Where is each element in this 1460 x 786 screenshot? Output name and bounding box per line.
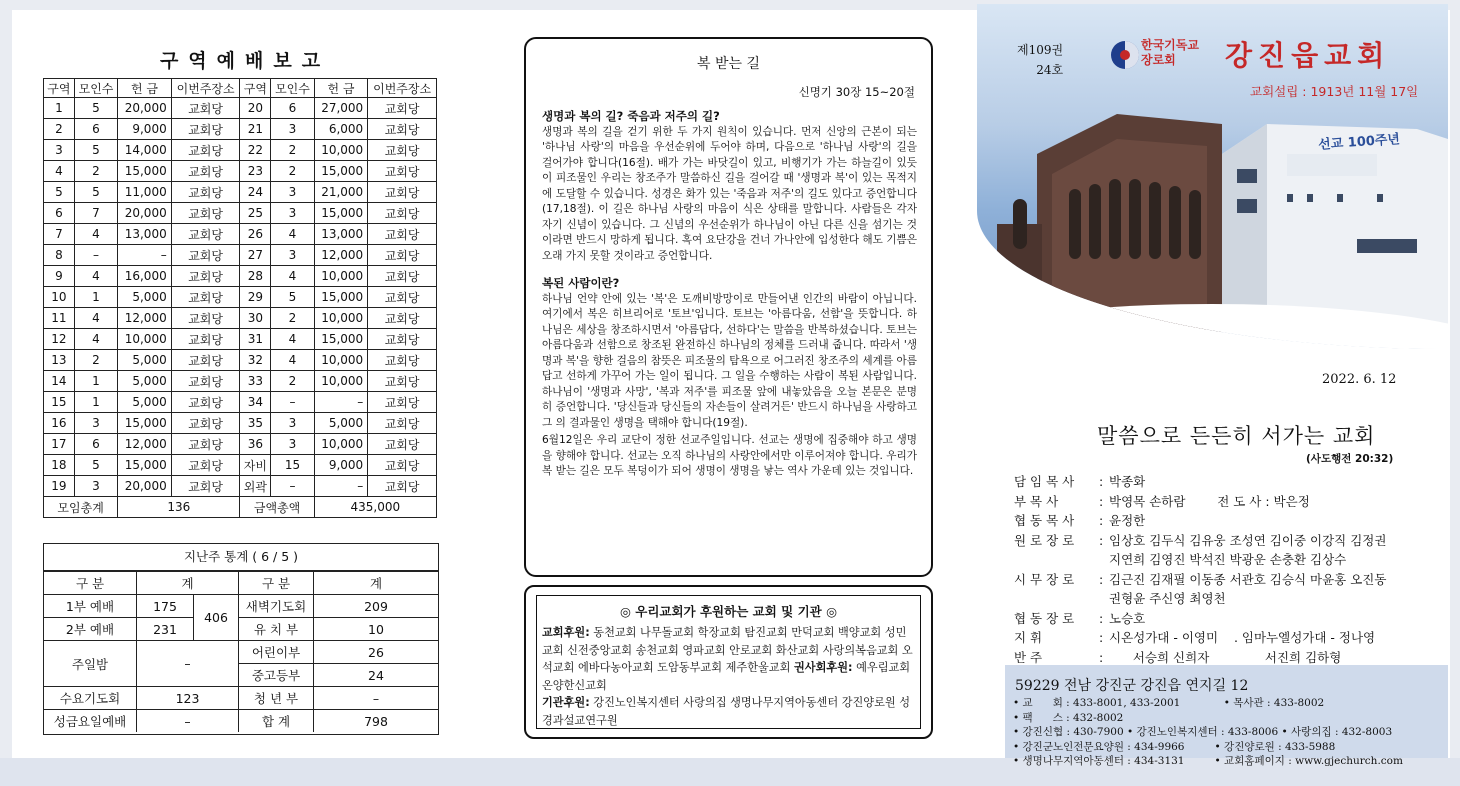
table-cell: 27,000 bbox=[314, 98, 368, 119]
table-cell: 2 bbox=[44, 119, 75, 140]
table-cell: 5,000 bbox=[118, 392, 172, 413]
table-cell: 30 bbox=[240, 308, 271, 329]
table-cell: 교회당 bbox=[368, 371, 437, 392]
table-cell: 15 bbox=[44, 392, 75, 413]
stats-header: 계 bbox=[314, 572, 439, 595]
weekly-stats-table bbox=[44, 571, 438, 732]
table-cell: 2 bbox=[271, 140, 314, 161]
org-support-list: 강진노인복지센터 사랑의집 생명나무지역아동센터 강진양로원 성경과설교연구원 bbox=[542, 696, 911, 727]
table-cell: 교회당 bbox=[171, 245, 240, 266]
contact-line: • 팩 스 : 432-8002 bbox=[1013, 711, 1124, 724]
stats-value: – bbox=[137, 641, 239, 687]
table-cell: 3 bbox=[74, 476, 117, 497]
table-row bbox=[44, 203, 437, 224]
table-cell: 교회당 bbox=[171, 371, 240, 392]
sermon-body bbox=[542, 109, 917, 492]
table-cell: 35 bbox=[240, 413, 271, 434]
table-cell: 교회당 bbox=[368, 350, 437, 371]
staff-names: 박종화 bbox=[1109, 474, 1146, 489]
table-cell: 5 bbox=[44, 182, 75, 203]
church-address: 59229 전남 강진군 강진읍 연지길 12 bbox=[1015, 678, 1249, 694]
table-header-cell: 헌 금 bbox=[314, 79, 368, 98]
table-cell: 15,000 bbox=[118, 413, 172, 434]
mission-support-list: 예우림교회 온양한신교회 bbox=[542, 661, 911, 692]
table-cell: 12 bbox=[44, 329, 75, 350]
contact-line: • 강진신협 : 430-7900 • 강진노인복지센터 : 433-8006 • 사랑의집 : 432-8003 bbox=[1013, 726, 1393, 738]
staff-role: 협 동 목 사 bbox=[1014, 513, 1075, 528]
issue-volume: 제109권 bbox=[1017, 43, 1064, 57]
staff-names: 임상호 김두식 김유웅 조성연 김이중 이강직 김정권 bbox=[1109, 532, 1387, 548]
table-row bbox=[44, 329, 437, 350]
table-cell: 3 bbox=[74, 413, 117, 434]
table-row bbox=[44, 182, 437, 203]
weekly-stats-box bbox=[43, 543, 439, 735]
staff-row bbox=[1014, 531, 1386, 551]
table-cell: 9,000 bbox=[118, 119, 172, 140]
church-name: 강진읍교회 bbox=[1225, 39, 1391, 72]
staff-role: 원 로 장 로 bbox=[1014, 532, 1075, 548]
table-cell: 28 bbox=[240, 266, 271, 287]
table-cell: 23 bbox=[240, 161, 271, 182]
sermon-paragraph-2: 하나님 언약 안에 있는 '복'은 도깨비방망이로 만들어낸 인간의 바람이 아닙니다. 여기에서 복은 히브리어로 '토브'입니다. 토브는 '아름다움, 선함'을 뜻합니다. 하나님은 세상을 창조하시면서 '아름답다, 선하다'는 말씀을 반복하셨습니다. 토브는 아름다움과 선함으로 창조된 완전하신 하나님의 정체를 드러내 줍니다. 따라서 '생명과 복'을 향한 걸음의 참뜻은 피조물의 탐욕으로 어그러진 창조주의 세계를 아름답고 선하게 가꾸어 가는 일이 됩니다. 그 일을 수행하는 사람이 복된 사람입니다. 하나님이 '생명과 사망', '복과 저주'를 피조물 앞에 내놓았음을 오늘 본문은 분명히 증언합니다. '당신들과 당신들의 자손들이 살려거든' 반드시 하나님을 사랑하고 그 의 결과물인 생명을 택해야 합니다(19절). bbox=[542, 292, 917, 429]
sermon-box bbox=[524, 37, 933, 577]
table-cell: 22 bbox=[240, 140, 271, 161]
table-cell: 교회당 bbox=[368, 434, 437, 455]
table-cell: 교회당 bbox=[171, 308, 240, 329]
church-logo-icon bbox=[1110, 40, 1140, 70]
staff-colon: : bbox=[1099, 532, 1104, 548]
table-cell: 3 bbox=[271, 413, 314, 434]
bulletin-date: 2022. 6. 12 bbox=[1322, 372, 1397, 387]
stats-value: 10 bbox=[314, 618, 439, 641]
table-cell: 15,000 bbox=[118, 455, 172, 476]
sermon-paragraph-3: 6월12일은 우리 교단이 정한 선교주일입니다. 선교는 생명에 집중해야 하고 생명을 향해야 합니다. 선교는 오직 하나님의 사랑안에서만 이루어져야 합니다. 우리가 복 받는 길은 모두 복덩이가 되어 생명이 생명을 낳는 역사 가운데 있는 것입니다. bbox=[542, 434, 917, 477]
staff-row bbox=[1014, 589, 1386, 609]
issue-number bbox=[1017, 40, 1063, 80]
group-report-table bbox=[43, 78, 437, 518]
table-cell: 10,000 bbox=[314, 350, 368, 371]
table-cell: 14,000 bbox=[118, 140, 172, 161]
stats-label: 어린이부 bbox=[239, 641, 314, 664]
denomination-line-1: 한국기독교 bbox=[1141, 38, 1199, 52]
table-cell: 4 bbox=[271, 224, 314, 245]
table-row bbox=[44, 161, 437, 182]
stats-label: 유 치 부 bbox=[239, 618, 314, 641]
table-cell: 24 bbox=[240, 182, 271, 203]
table-cell: 교회당 bbox=[368, 329, 437, 350]
denomination bbox=[1141, 38, 1199, 68]
table-cell: 20 bbox=[240, 98, 271, 119]
stats-label: 1부 예배 bbox=[44, 595, 137, 618]
table-cell: 8 bbox=[44, 245, 75, 266]
table-cell: 4 bbox=[271, 266, 314, 287]
table-row bbox=[44, 476, 437, 497]
staff-row bbox=[1014, 511, 1386, 531]
stats-label: 2부 예배 bbox=[44, 618, 137, 641]
table-row bbox=[44, 140, 437, 161]
table-row bbox=[44, 308, 437, 329]
table-row bbox=[44, 434, 437, 455]
centennial-banner: 선교 100주년 bbox=[1317, 132, 1401, 153]
table-cell: 교회당 bbox=[171, 350, 240, 371]
table-cell: 6 bbox=[74, 434, 117, 455]
table-cell: 16,000 bbox=[118, 266, 172, 287]
table-cell: 10,000 bbox=[314, 371, 368, 392]
mission-support-label: 권사회후원: bbox=[794, 661, 853, 674]
table-cell: 교회당 bbox=[368, 476, 437, 497]
table-cell: 5,000 bbox=[118, 350, 172, 371]
table-header-row bbox=[44, 79, 437, 98]
staff-role: 협 동 장 로 bbox=[1014, 610, 1075, 626]
table-cell: 5 bbox=[74, 98, 117, 119]
stats-title: 지난주 통계 ( 6 / 5 ) bbox=[44, 544, 438, 571]
table-row bbox=[44, 224, 437, 245]
staff-role: 담 임 목 사 bbox=[1014, 474, 1075, 489]
table-cell: 교회당 bbox=[171, 413, 240, 434]
stats-header: 계 bbox=[137, 572, 239, 595]
table-cell: 20,000 bbox=[118, 476, 172, 497]
table-cell: 25 bbox=[240, 203, 271, 224]
stats-value: 26 bbox=[314, 641, 439, 664]
table-cell: 10,000 bbox=[314, 308, 368, 329]
stats-value: 209 bbox=[314, 595, 439, 618]
table-cell: 3 bbox=[271, 245, 314, 266]
staff-names: 서승희 신희자 서진희 김하형 bbox=[1109, 649, 1342, 665]
table-cell: 교회당 bbox=[171, 161, 240, 182]
table-cell: 12,000 bbox=[118, 308, 172, 329]
table-header-cell: 모인수 bbox=[271, 79, 314, 98]
table-cell: 11,000 bbox=[118, 182, 172, 203]
table-cell: – bbox=[271, 392, 314, 413]
stats-value: 123 bbox=[137, 687, 239, 710]
stats-label: 청 년 부 bbox=[239, 687, 314, 710]
staff-colon: : bbox=[1099, 513, 1104, 528]
issue-no: 24호 bbox=[1036, 63, 1064, 77]
table-cell: 2 bbox=[271, 371, 314, 392]
table-cell: 15,000 bbox=[314, 329, 368, 350]
contact-line: • 생명나무지역아동센터 : 434-3131 • 교회홈페이지 : www.gjechurch.com bbox=[1013, 755, 1403, 767]
table-cell: 1 bbox=[74, 287, 117, 308]
table-row bbox=[44, 266, 437, 287]
staff-names: 윤정한 bbox=[1109, 513, 1146, 528]
table-cell: – bbox=[314, 476, 368, 497]
table-cell: 교회당 bbox=[171, 455, 240, 476]
table-cell: 교회당 bbox=[171, 434, 240, 455]
table-cell: 13,000 bbox=[118, 224, 172, 245]
staff-names: 시온성가대 - 이영미 . 임마누엘성가대 - 정나영 bbox=[1109, 630, 1376, 645]
stats-label: 성금요일예배 bbox=[44, 710, 137, 733]
stats-total-value: 798 bbox=[314, 710, 439, 733]
staff-names: 박영목 손하람 전 도 사 : 박은정 bbox=[1109, 493, 1310, 509]
table-cell: 교회당 bbox=[368, 287, 437, 308]
staff-row bbox=[1014, 472, 1386, 492]
table-cell: 5 bbox=[271, 287, 314, 308]
total-money: 435,000 bbox=[314, 497, 436, 518]
table-cell: 10,000 bbox=[314, 266, 368, 287]
table-cell: 교회당 bbox=[368, 413, 437, 434]
table-cell: 교회당 bbox=[368, 245, 437, 266]
table-cell: 4 bbox=[74, 224, 117, 245]
table-cell: 5,000 bbox=[118, 287, 172, 308]
table-row bbox=[44, 350, 437, 371]
table-cell: 3 bbox=[44, 140, 75, 161]
staff-colon: : bbox=[1099, 649, 1104, 665]
total-label: 모임총계 bbox=[44, 497, 118, 518]
table-cell: 교회당 bbox=[368, 308, 437, 329]
table-header-cell: 헌 금 bbox=[118, 79, 172, 98]
staff-row bbox=[1014, 628, 1386, 648]
table-header-cell: 이번주장소 bbox=[171, 79, 240, 98]
table-cell: 32 bbox=[240, 350, 271, 371]
table-cell: 교회당 bbox=[171, 287, 240, 308]
table-cell: 31 bbox=[240, 329, 271, 350]
table-cell: 12,000 bbox=[314, 245, 368, 266]
table-header-cell: 이번주장소 bbox=[368, 79, 437, 98]
table-cell: 5,000 bbox=[314, 413, 368, 434]
table-cell: 2 bbox=[271, 161, 314, 182]
table-cell: 교회당 bbox=[171, 329, 240, 350]
org-support-label: 기관후원: bbox=[542, 696, 590, 709]
table-cell: 20,000 bbox=[118, 203, 172, 224]
table-cell: 5 bbox=[74, 182, 117, 203]
table-cell: 6,000 bbox=[314, 119, 368, 140]
table-cell: 6 bbox=[271, 98, 314, 119]
table-row bbox=[44, 455, 437, 476]
table-cell: – bbox=[118, 245, 172, 266]
table-row bbox=[44, 119, 437, 140]
table-cell: 1 bbox=[74, 392, 117, 413]
table-cell: 교회당 bbox=[368, 203, 437, 224]
stats-label: 중고등부 bbox=[239, 664, 314, 687]
staff-names: 지연희 김영진 박석진 박광운 손충환 김상수 bbox=[1109, 552, 1347, 567]
address-box bbox=[1005, 665, 1448, 767]
stats-value: 231 bbox=[137, 618, 194, 641]
table-cell: 교회당 bbox=[368, 266, 437, 287]
table-cell: 13 bbox=[44, 350, 75, 371]
table-total-row bbox=[44, 497, 437, 518]
table-cell: 교회당 bbox=[171, 476, 240, 497]
table-cell: 13,000 bbox=[314, 224, 368, 245]
table-cell: 7 bbox=[74, 203, 117, 224]
table-cell: 14 bbox=[44, 371, 75, 392]
table-cell: 10,000 bbox=[314, 434, 368, 455]
table-cell: 교회당 bbox=[171, 224, 240, 245]
table-row bbox=[44, 245, 437, 266]
table-cell: 3 bbox=[271, 434, 314, 455]
staff-row bbox=[1014, 609, 1386, 629]
table-cell: – bbox=[74, 245, 117, 266]
motto-reference: (사도행전 20:32) bbox=[1306, 453, 1394, 465]
table-cell: 18 bbox=[44, 455, 75, 476]
table-cell: 교회당 bbox=[171, 98, 240, 119]
group-worship-report-title: 구역예배보고 bbox=[159, 50, 331, 72]
table-cell: 33 bbox=[240, 371, 271, 392]
table-cell: 10,000 bbox=[118, 329, 172, 350]
total-people: 136 bbox=[118, 497, 240, 518]
sermon-reference: 신명기 30장 15~20절 bbox=[798, 85, 915, 99]
table-cell: 5 bbox=[74, 140, 117, 161]
church-support-list: 동천교회 나무돌교회 학장교회 탐진교회 만덕교회 백양교회 성민교회 신전중앙교회 송천교회 영파교회 안로교회 화산교회 사랑의복음교회 오석교회 에바다농아교회 도암동부교회 제주한울교회 bbox=[542, 626, 913, 674]
table-cell: 1 bbox=[74, 371, 117, 392]
table-cell: 9,000 bbox=[314, 455, 368, 476]
table-cell: 10 bbox=[44, 287, 75, 308]
table-cell: 4 bbox=[44, 161, 75, 182]
total-money-label: 금액총액 bbox=[240, 497, 314, 518]
stats-header: 구 분 bbox=[239, 572, 314, 595]
table-cell: 20,000 bbox=[118, 98, 172, 119]
table-header-cell: 구역 bbox=[240, 79, 271, 98]
stats-label: 새벽기도회 bbox=[239, 595, 314, 618]
stats-value: 24 bbox=[314, 664, 439, 687]
table-cell: 19 bbox=[44, 476, 75, 497]
staff-row bbox=[1014, 570, 1386, 590]
table-cell: 3 bbox=[271, 203, 314, 224]
table-cell: 9 bbox=[44, 266, 75, 287]
staff-names: 노승호 bbox=[1109, 610, 1146, 626]
table-cell: 2 bbox=[74, 161, 117, 182]
stats-value: – bbox=[137, 710, 239, 733]
sermon-heading-1: 생명과 복의 길? 죽음과 저주의 길? bbox=[542, 109, 720, 123]
table-cell: 5 bbox=[74, 455, 117, 476]
table-cell: 21,000 bbox=[314, 182, 368, 203]
contact-line: • 강진군노인전문요양원 : 434-9966 • 강진양로원 : 433-5988 bbox=[1013, 740, 1336, 753]
staff-row bbox=[1014, 550, 1386, 570]
sermon-heading-2: 복된 사람이란? bbox=[542, 276, 620, 290]
staff-names: 권형윤 주신영 최영천 bbox=[1109, 591, 1226, 606]
stats-total-label: 합 계 bbox=[239, 710, 314, 733]
table-cell: 7 bbox=[44, 224, 75, 245]
support-box bbox=[524, 585, 933, 739]
table-cell: 34 bbox=[240, 392, 271, 413]
stats-subtotal: 406 bbox=[194, 595, 239, 641]
table-cell: 교회당 bbox=[368, 455, 437, 476]
table-cell: 교회당 bbox=[171, 203, 240, 224]
table-cell: 교회당 bbox=[368, 98, 437, 119]
table-header-cell: 구역 bbox=[44, 79, 75, 98]
table-cell: 교회당 bbox=[368, 182, 437, 203]
table-cell: 교회당 bbox=[171, 266, 240, 287]
table-cell: 2 bbox=[271, 308, 314, 329]
table-cell: 29 bbox=[240, 287, 271, 308]
table-row bbox=[44, 287, 437, 308]
table-cell: 교회당 bbox=[171, 182, 240, 203]
sermon-title: 복 받는 길 bbox=[697, 56, 760, 72]
table-row bbox=[44, 392, 437, 413]
staff-row bbox=[1014, 492, 1386, 512]
stats-value: 175 bbox=[137, 595, 194, 618]
table-cell: 4 bbox=[271, 329, 314, 350]
table-cell: 15,000 bbox=[118, 161, 172, 182]
table-cell: 6 bbox=[74, 119, 117, 140]
staff-colon: : bbox=[1099, 474, 1104, 489]
table-row bbox=[44, 413, 437, 434]
table-row bbox=[44, 98, 437, 119]
table-cell: 교회당 bbox=[171, 392, 240, 413]
staff-colon: : bbox=[1099, 630, 1104, 645]
table-cell: 3 bbox=[271, 182, 314, 203]
contact-list bbox=[1013, 696, 1403, 769]
stats-header: 구 분 bbox=[44, 572, 137, 595]
staff-role: 반 주 bbox=[1014, 649, 1043, 665]
table-cell: – bbox=[271, 476, 314, 497]
table-cell: 교회당 bbox=[368, 140, 437, 161]
table-cell: 6 bbox=[44, 203, 75, 224]
church-support-label: 교회후원: bbox=[542, 626, 590, 639]
table-cell: 11 bbox=[44, 308, 75, 329]
table-cell: 36 bbox=[240, 434, 271, 455]
staff-role: 부 목 사 bbox=[1014, 493, 1059, 509]
table-cell: 교회당 bbox=[368, 161, 437, 182]
church-motto: 말씀으로 든든히 서가는 교회 bbox=[1097, 424, 1376, 448]
support-title: ◎ 우리교회가 후원하는 교회 및 기관 ◎ bbox=[620, 604, 837, 619]
staff-names: 김근진 김재필 이동종 서관호 김승식 마윤홍 오진동 bbox=[1109, 571, 1387, 587]
sermon-paragraph-1: 생명과 복의 길을 걷기 위한 두 가지 원칙이 있습니다. 먼저 신앙의 근본이 되는 '하나님 사랑'의 마음을 우선순위에 두어야 하며, 다음으로 '하나님 사랑'의 길을 걸어가야 합니다(16절). 배가 가는 바닷길이 있고, 비행기가 가는 하늘길이 있듯이 피조물인 우리는 창조주가 말씀하신 길을 걸어갈 때 '생명과 복'이 있는 목적지에 도달할 수 있습니다. 성경은 화가 있는 '죽음과 저주'의 길도 있다고 증언합니다(17,18절). 이 길은 하나님 사랑의 마음이 식은 상태를 말합니다. 사람들은 각자 자기 신념이 있습니다. 그 신념의 우선순위가 하나님이 아닌 다른 신을 섬기는 것이라면 반드시 망하게 됩니다. 혹여 요단강을 건너 가나안에 입성한다 해도 기쁨은 오래 가지 못할 것이라고 증언합니다. bbox=[542, 125, 917, 262]
table-cell: 21 bbox=[240, 119, 271, 140]
support-list bbox=[542, 624, 915, 729]
stats-label: 수요기도회 bbox=[44, 687, 137, 710]
table-cell: 17 bbox=[44, 434, 75, 455]
table-cell: 15,000 bbox=[314, 203, 368, 224]
table-cell: 4 bbox=[74, 329, 117, 350]
table-cell: 5,000 bbox=[118, 371, 172, 392]
staff-colon: : bbox=[1099, 493, 1104, 509]
table-cell: 4 bbox=[271, 350, 314, 371]
table-header-cell: 모인수 bbox=[74, 79, 117, 98]
stats-value: – bbox=[314, 687, 439, 710]
founded-date: 교회설립 : 1913년 11월 17일 bbox=[1250, 84, 1419, 99]
stats-label: 주일밤 bbox=[44, 641, 137, 687]
table-cell: 10,000 bbox=[314, 140, 368, 161]
table-cell: 자비 bbox=[240, 455, 271, 476]
staff-colon: : bbox=[1099, 571, 1104, 587]
table-cell: 3 bbox=[271, 119, 314, 140]
table-cell: 15 bbox=[271, 455, 314, 476]
table-cell: – bbox=[314, 392, 368, 413]
table-cell: 2 bbox=[74, 350, 117, 371]
table-cell: 교회당 bbox=[368, 392, 437, 413]
table-cell: 외곽 bbox=[240, 476, 271, 497]
table-cell: 4 bbox=[74, 266, 117, 287]
table-cell: 4 bbox=[74, 308, 117, 329]
table-cell: 교회당 bbox=[171, 119, 240, 140]
denomination-line-2: 장로회 bbox=[1141, 53, 1176, 67]
table-cell: 1 bbox=[44, 98, 75, 119]
table-cell: 교회당 bbox=[368, 224, 437, 245]
staff-colon: : bbox=[1099, 610, 1104, 626]
contact-line: • 교 회 : 433-8001, 433-2001 • 목사관 : 433-8002 bbox=[1013, 697, 1325, 709]
table-cell: 16 bbox=[44, 413, 75, 434]
table-cell: 15,000 bbox=[314, 287, 368, 308]
staff-role: 지 휘 bbox=[1014, 630, 1043, 645]
table-cell: 교회당 bbox=[368, 119, 437, 140]
table-cell: 26 bbox=[240, 224, 271, 245]
table-cell: 12,000 bbox=[118, 434, 172, 455]
table-row bbox=[44, 371, 437, 392]
table-cell: 15,000 bbox=[314, 161, 368, 182]
staff-role: 시 무 장 로 bbox=[1014, 571, 1075, 587]
table-cell: 27 bbox=[240, 245, 271, 266]
staff-list bbox=[1014, 472, 1386, 667]
table-cell: 교회당 bbox=[171, 140, 240, 161]
